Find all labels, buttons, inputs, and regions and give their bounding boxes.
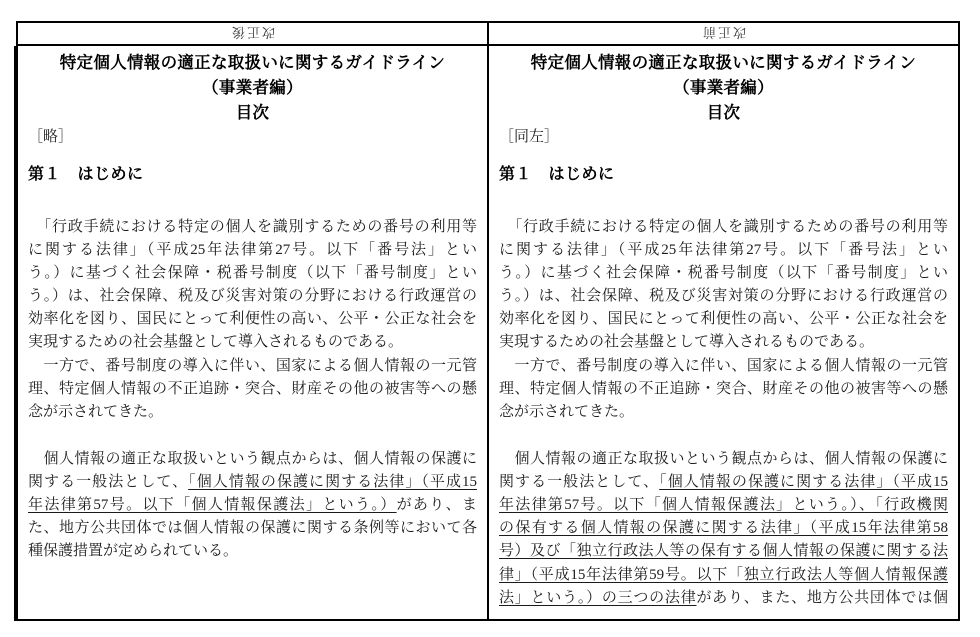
text-line xyxy=(499,308,948,331)
section-heading: 第１ はじめに xyxy=(499,166,615,183)
paragraphs xyxy=(499,186,948,610)
text-line xyxy=(499,471,948,494)
note-same-as-left: ［同左］ xyxy=(499,129,560,145)
text-line xyxy=(499,587,948,610)
text-segment: に関する法律」（平成25年法律第27号。以下「番号法」とい xyxy=(499,241,948,258)
text-line xyxy=(499,494,948,517)
text-segment: 念が示されてきた。 xyxy=(499,404,635,420)
text-line xyxy=(28,262,477,285)
underlined-text: 号）及び「独立行政法人等の保有する個人情報の保護に関する法 xyxy=(499,543,948,560)
text-segment: 「行政手続における特定の個人を識別するための番号の利用等 xyxy=(499,218,948,235)
table-body-row xyxy=(14,46,960,621)
note-abbreviated: ［略］ xyxy=(28,129,74,145)
text-line xyxy=(28,239,477,262)
text-line xyxy=(499,564,948,587)
underlined-text: 「個人情報の保護に関する法律」（平成15 xyxy=(659,473,948,490)
text-line xyxy=(28,494,477,517)
paragraph xyxy=(499,216,948,355)
paragraph xyxy=(28,355,477,425)
text-segment: 念が示されてきた。 xyxy=(28,404,164,420)
text-line xyxy=(28,540,477,563)
text-segment: 理、特定個人情報の不正追跡・突合、財産その他の被害等への懸 xyxy=(499,380,948,397)
underlined-text: 「個人情報の保護に関する法律」（平成15 xyxy=(188,473,477,490)
text-line xyxy=(499,239,948,262)
text-line xyxy=(499,262,948,285)
doc-toc-heading: 目次 xyxy=(706,104,741,122)
paragraph xyxy=(499,448,948,610)
underlined-text: の保有する個人情報の保護に関する法律」（平成15年法律第58 xyxy=(499,520,948,537)
text-line xyxy=(499,401,948,424)
text-segment: 関する一般法として、 xyxy=(28,473,189,490)
text-line xyxy=(28,517,477,540)
text-segment: 個人情報の適正な取扱いという観点からは、個人情報の保護に xyxy=(28,450,477,467)
text-segment: 「行政手続における特定の個人を識別するための番号の利用等 xyxy=(28,218,477,235)
header-label-after-revision: 改正後 xyxy=(229,25,275,40)
text-segment: 種保護措置が定められている。 xyxy=(28,543,239,560)
text-segment: 個人情報の適正な取扱いという観点からは、個人情報の保護に xyxy=(499,450,948,467)
text-segment: 一方で、番号制度の導入に伴い、国家による個人情報の一元管 xyxy=(28,357,477,374)
text-line xyxy=(499,331,948,354)
text-line xyxy=(28,331,477,354)
underlined-text: 年法律第57号。以下「個人情報保護法」という。）、「行政機関 xyxy=(499,497,948,514)
text-segment: う。）に基づく社会保障・税番号制度（以下「番号制度」とい xyxy=(28,264,477,281)
text-segment: 関する一般法として、 xyxy=(499,473,660,490)
doc-title: 特定個人情報の適正な取扱いに関するガイドライン xyxy=(59,54,446,72)
text-line xyxy=(28,285,477,308)
text-segment: に関する法律」（平成25年法律第27号。以下「番号法」とい xyxy=(28,241,477,258)
doc-title: 特定個人情報の適正な取扱いに関するガイドライン xyxy=(530,54,917,72)
text-line xyxy=(499,448,948,471)
underlined-text: 法」という。）の三つの法律 xyxy=(499,589,697,606)
underlined-text: 年法律第57号。以下「個人情報保護法」という。） xyxy=(28,497,397,514)
text-segment: 効率化を図り、国民にとって利便性の高い、公平・公正な社会を xyxy=(28,311,477,328)
paragraph xyxy=(28,448,477,564)
text-segment: 一方で、番号制度の導入に伴い、国家による個人情報の一元管 xyxy=(499,357,948,374)
underlined-text: 律」（平成15年法律第59号。以下「独立行政法人等個人情報保護 xyxy=(499,566,948,583)
text-line xyxy=(28,216,477,239)
text-segment: 実現するための社会基盤として導入されるものである。 xyxy=(28,334,404,351)
header-label-before-revision: 改正前 xyxy=(700,25,746,40)
text-segment: があり、また、地方公共団体では個 xyxy=(696,589,948,606)
doc-subtitle: （事業者編） xyxy=(673,79,774,97)
paragraphs xyxy=(28,186,477,564)
text-line xyxy=(28,308,477,331)
text-line xyxy=(499,216,948,239)
text-line xyxy=(28,378,477,401)
text-segment: う。）に基づく社会保障・税番号制度（以下「番号制度」とい xyxy=(499,264,948,281)
text-segment: た、地方公共団体では個人情報の保護に関する条例等において各 xyxy=(28,520,477,537)
text-line xyxy=(499,355,948,378)
text-segment: う。）は、社会保障、税及び災害対策の分野における行政運営の xyxy=(28,288,477,305)
text-line xyxy=(28,448,477,471)
header-cell-before-revision xyxy=(487,23,958,44)
table-header-row xyxy=(16,21,960,46)
text-segment: 実現するための社会基盤として導入されるものである。 xyxy=(499,334,875,351)
column-before-revision xyxy=(487,46,958,619)
section-heading: 第１ はじめに xyxy=(28,166,144,183)
text-line xyxy=(499,540,948,563)
column-after-revision xyxy=(18,46,487,619)
text-line xyxy=(28,401,477,424)
paragraph xyxy=(28,216,477,355)
text-segment: 効率化を図り、国民にとって利便性の高い、公平・公正な社会を xyxy=(499,311,948,328)
text-line xyxy=(28,355,477,378)
text-segment: があり、ま xyxy=(396,497,477,514)
comparison-table xyxy=(16,21,960,621)
text-segment: う。）は、社会保障、税及び災害対策の分野における行政運営の xyxy=(499,288,948,305)
paragraph xyxy=(499,355,948,425)
text-segment: 理、特定個人情報の不正追跡・突合、財産その他の被害等への懸 xyxy=(28,380,477,397)
text-line xyxy=(499,378,948,401)
text-line xyxy=(499,285,948,308)
doc-toc-heading: 目次 xyxy=(235,104,270,122)
header-cell-after-revision xyxy=(18,23,487,44)
text-line xyxy=(28,471,477,494)
text-line xyxy=(499,517,948,540)
doc-subtitle: （事業者編） xyxy=(202,79,303,97)
